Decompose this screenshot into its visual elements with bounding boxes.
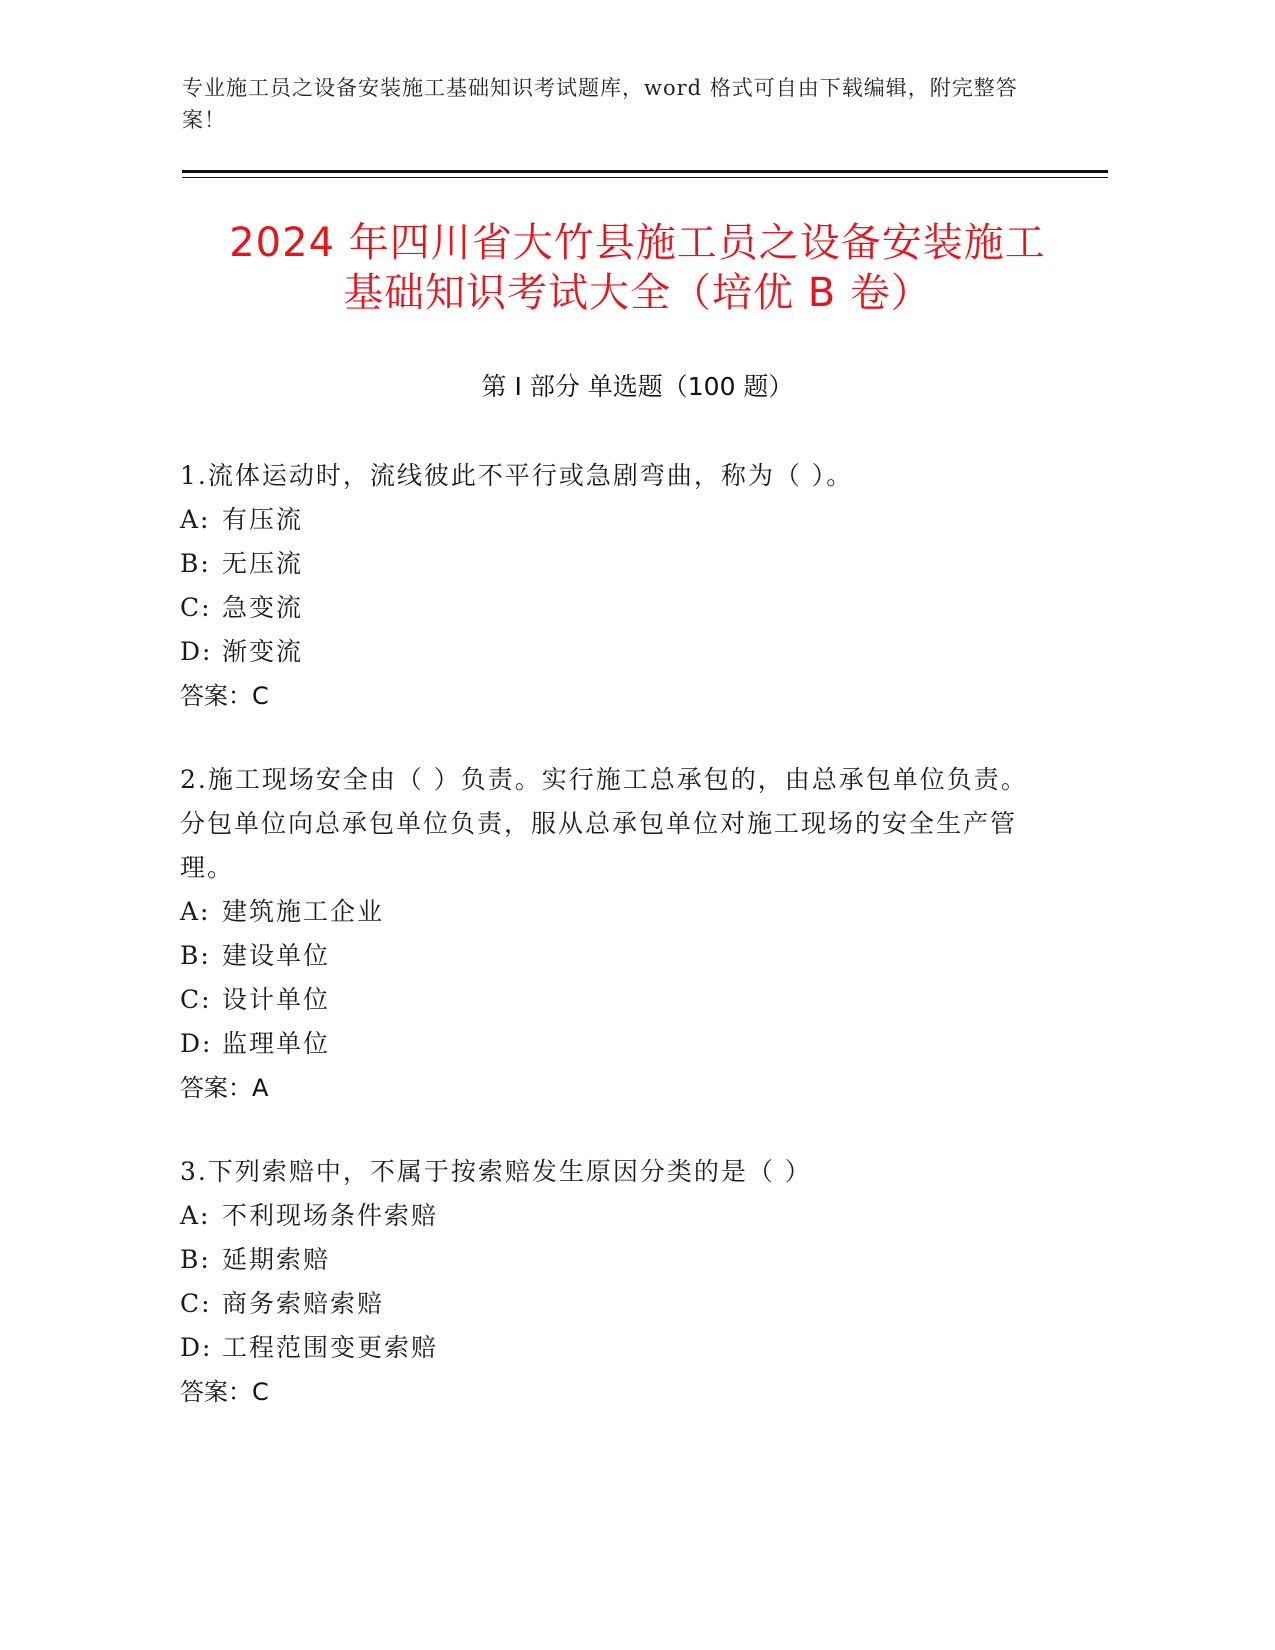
option-text: 设计单位 — [222, 985, 331, 1014]
option-text: 建设单位 — [222, 941, 331, 970]
option-a — [180, 890, 1040, 934]
option-text: 急变流 — [222, 593, 304, 622]
option-b — [180, 934, 1040, 978]
option-c — [180, 586, 1040, 630]
option-text: 有压流 — [222, 505, 304, 534]
option-a — [180, 498, 1040, 542]
option-a — [180, 1194, 1040, 1238]
option-d — [180, 1022, 1040, 1066]
option-text: 建筑施工企业 — [222, 897, 385, 926]
option-c — [180, 978, 1040, 1022]
question-2 — [180, 758, 1040, 1110]
document-title — [150, 218, 1125, 318]
answer-line: 答案：C — [180, 682, 269, 710]
question-3 — [180, 1150, 1040, 1414]
option-d — [180, 1326, 1040, 1370]
answer-line: 答案：C — [180, 1378, 269, 1406]
option-text: 无压流 — [222, 549, 304, 578]
question-stem: 3.下列索赔中，不属于按索赔发生原因分类的是（ ） — [180, 1157, 812, 1186]
option-text: 延期索赔 — [222, 1245, 331, 1274]
option-text: 工程范围变更索赔 — [222, 1333, 439, 1362]
section-title: 第 I 部分 单选题（100 题） — [481, 372, 794, 401]
option-letter: A: — [180, 1201, 211, 1230]
header-divider-thick — [182, 170, 1108, 173]
question-stem: 2.施工现场安全由（ ）负责。实行施工总承包的，由总承包单位负责。分包单位向总承包单位负责，服从总承包单位对施工现场的安全生产管理。 — [180, 765, 1028, 882]
question-1 — [180, 454, 1040, 718]
header-note: 专业施工员之设备安装施工基础知识考试题库，word 格式可自由下载编辑，附完整答案！ — [182, 76, 1018, 132]
answer-line: 答案：A — [180, 1074, 269, 1102]
document-title-line-1: 2024 年四川省大竹县施工员之设备安装施工 — [229, 220, 1046, 266]
option-text: 渐变流 — [222, 637, 304, 666]
option-letter: B: — [180, 1245, 211, 1274]
option-b — [180, 1238, 1040, 1282]
option-letter: C: — [180, 593, 212, 622]
option-letter: A: — [180, 897, 211, 926]
option-b — [180, 542, 1040, 586]
option-c — [180, 1282, 1040, 1326]
option-letter: C: — [180, 1289, 212, 1318]
option-letter: D: — [180, 637, 213, 666]
option-text: 不利现场条件索赔 — [222, 1201, 439, 1230]
option-text: 商务索赔索赔 — [222, 1289, 385, 1318]
option-letter: A: — [180, 505, 211, 534]
option-letter: B: — [180, 549, 211, 578]
option-letter: D: — [180, 1029, 213, 1058]
document-title-line-2: 基础知识考试大全（培优 B 卷） — [343, 270, 932, 316]
option-text: 监理单位 — [222, 1029, 331, 1058]
option-letter: C: — [180, 985, 212, 1014]
option-letter: D: — [180, 1333, 213, 1362]
option-letter: B: — [180, 941, 211, 970]
question-stem: 1.流体运动时，流线彼此不平行或急剧弯曲，称为（ ）。 — [180, 461, 854, 490]
header-divider-thin — [182, 177, 1108, 178]
option-d — [180, 630, 1040, 674]
